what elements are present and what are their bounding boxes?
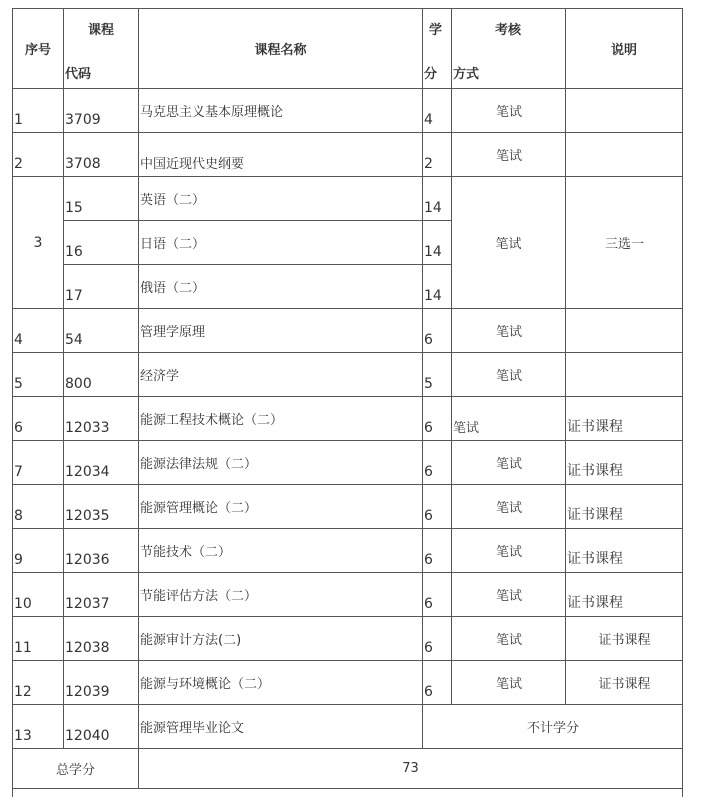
row-exam: 笔试	[452, 309, 566, 353]
row-seq: 10	[13, 573, 64, 617]
row-exam: 笔试	[452, 133, 566, 177]
row-code: 54	[64, 309, 139, 353]
row-exam: 笔试	[452, 529, 566, 573]
row-seq: 6	[13, 397, 64, 441]
row-code: 12035	[64, 485, 139, 529]
row-code: 12036	[64, 529, 139, 573]
row-credit: 6	[423, 529, 452, 573]
row-note: 证书课程	[566, 441, 683, 485]
row-name: 经济学	[139, 353, 423, 397]
row-name: 能源管理毕业论文	[139, 705, 423, 749]
table-row	[13, 353, 683, 397]
header-seq: 序号	[13, 9, 64, 89]
row-credit: 2	[423, 133, 452, 177]
row-credit: 14	[423, 221, 452, 265]
table-row	[13, 705, 683, 749]
row-exam: 笔试	[452, 661, 566, 705]
row-credit: 14	[423, 265, 452, 309]
table-row	[13, 309, 683, 353]
total-row	[13, 749, 683, 789]
header-exam-top: 考核	[495, 23, 522, 38]
header-code-top: 课程	[88, 23, 115, 38]
table-row	[13, 133, 683, 177]
row-code: 12033	[64, 397, 139, 441]
header-code	[64, 9, 139, 89]
total-label: 总学分	[13, 749, 139, 789]
course-table	[12, 8, 683, 797]
row-name: 节能技术（二）	[139, 529, 423, 573]
row-code: 17	[64, 265, 139, 309]
row-seq: 2	[13, 133, 64, 177]
row-name: 日语（二）	[139, 221, 423, 265]
row-code: 800	[64, 353, 139, 397]
row-code: 15	[64, 177, 139, 221]
header-credit	[423, 9, 452, 89]
table-header-row	[13, 9, 683, 89]
row-name: 能源工程技术概论（二）	[139, 397, 423, 441]
row-note	[566, 309, 683, 353]
table-row	[13, 485, 683, 529]
row-exam: 笔试	[452, 177, 566, 309]
table-row	[13, 573, 683, 617]
header-exam	[452, 9, 566, 89]
row-code: 12037	[64, 573, 139, 617]
row-seq: 13	[13, 705, 64, 749]
row-note: 证书课程	[566, 573, 683, 617]
table-tail-cell	[13, 789, 683, 797]
row-note: 证书课程	[566, 485, 683, 529]
row-code: 12040	[64, 705, 139, 749]
row-note: 证书课程	[566, 397, 683, 441]
row-name: 管理学原理	[139, 309, 423, 353]
row-seq: 9	[13, 529, 64, 573]
row-name: 能源审计方法(二)	[139, 617, 423, 661]
row-credit: 6	[423, 309, 452, 353]
row-code: 3708	[64, 133, 139, 177]
row-name: 英语（二）	[139, 177, 423, 221]
table-row	[13, 441, 683, 485]
row-credit: 6	[423, 397, 452, 441]
table-row	[13, 89, 683, 133]
row-seq: 5	[13, 353, 64, 397]
row-exam: 笔试	[452, 397, 566, 441]
table-row	[13, 529, 683, 573]
row-seq: 11	[13, 617, 64, 661]
row-seq: 8	[13, 485, 64, 529]
row-name: 中国近现代史纲要	[139, 133, 423, 177]
table-row	[13, 177, 683, 221]
row-credit: 5	[423, 353, 452, 397]
row-credit: 4	[423, 89, 452, 133]
row-name: 马克思主义基本原理概论	[139, 89, 423, 133]
row-name: 能源法律法规（二）	[139, 441, 423, 485]
row-exam: 笔试	[452, 485, 566, 529]
row-exam: 笔试	[452, 617, 566, 661]
row-note: 证书课程	[566, 529, 683, 573]
row-note	[566, 353, 683, 397]
row-exam: 笔试	[452, 353, 566, 397]
header-note: 说明	[566, 9, 683, 89]
header-exam-bottom: 方式	[453, 67, 480, 82]
row-name: 节能评估方法（二）	[139, 573, 423, 617]
row-note	[566, 133, 683, 177]
row-note: 三选一	[566, 177, 683, 309]
header-name: 课程名称	[139, 9, 423, 89]
header-credit-bottom: 分	[424, 67, 438, 82]
row-name: 俄语（二）	[139, 265, 423, 309]
header-credit-top: 学	[429, 23, 443, 38]
row-note: 证书课程	[566, 661, 683, 705]
total-value: 73	[139, 749, 683, 789]
header-code-bottom: 代码	[65, 67, 92, 82]
row-seq: 1	[13, 89, 64, 133]
row-note: 证书课程	[566, 617, 683, 661]
row-seq: 3	[13, 177, 64, 309]
row-credit: 14	[423, 177, 452, 221]
row-exam: 笔试	[452, 89, 566, 133]
row-code: 12034	[64, 441, 139, 485]
row-name: 能源管理概论（二）	[139, 485, 423, 529]
row-exam: 笔试	[452, 441, 566, 485]
table-row	[13, 397, 683, 441]
row-credit-exam-note: 不计学分	[423, 705, 683, 749]
row-code: 12039	[64, 661, 139, 705]
row-credit: 6	[423, 661, 452, 705]
row-code: 12038	[64, 617, 139, 661]
row-seq: 12	[13, 661, 64, 705]
table-row	[13, 617, 683, 661]
row-credit: 6	[423, 441, 452, 485]
row-name: 能源与环境概论（二）	[139, 661, 423, 705]
row-exam: 笔试	[452, 573, 566, 617]
table-tail-row	[13, 789, 683, 797]
row-credit: 6	[423, 485, 452, 529]
row-seq: 7	[13, 441, 64, 485]
row-code: 16	[64, 221, 139, 265]
row-credit: 6	[423, 617, 452, 661]
table-row	[13, 661, 683, 705]
row-credit: 6	[423, 573, 452, 617]
row-seq: 4	[13, 309, 64, 353]
row-code: 3709	[64, 89, 139, 133]
row-note	[566, 89, 683, 133]
